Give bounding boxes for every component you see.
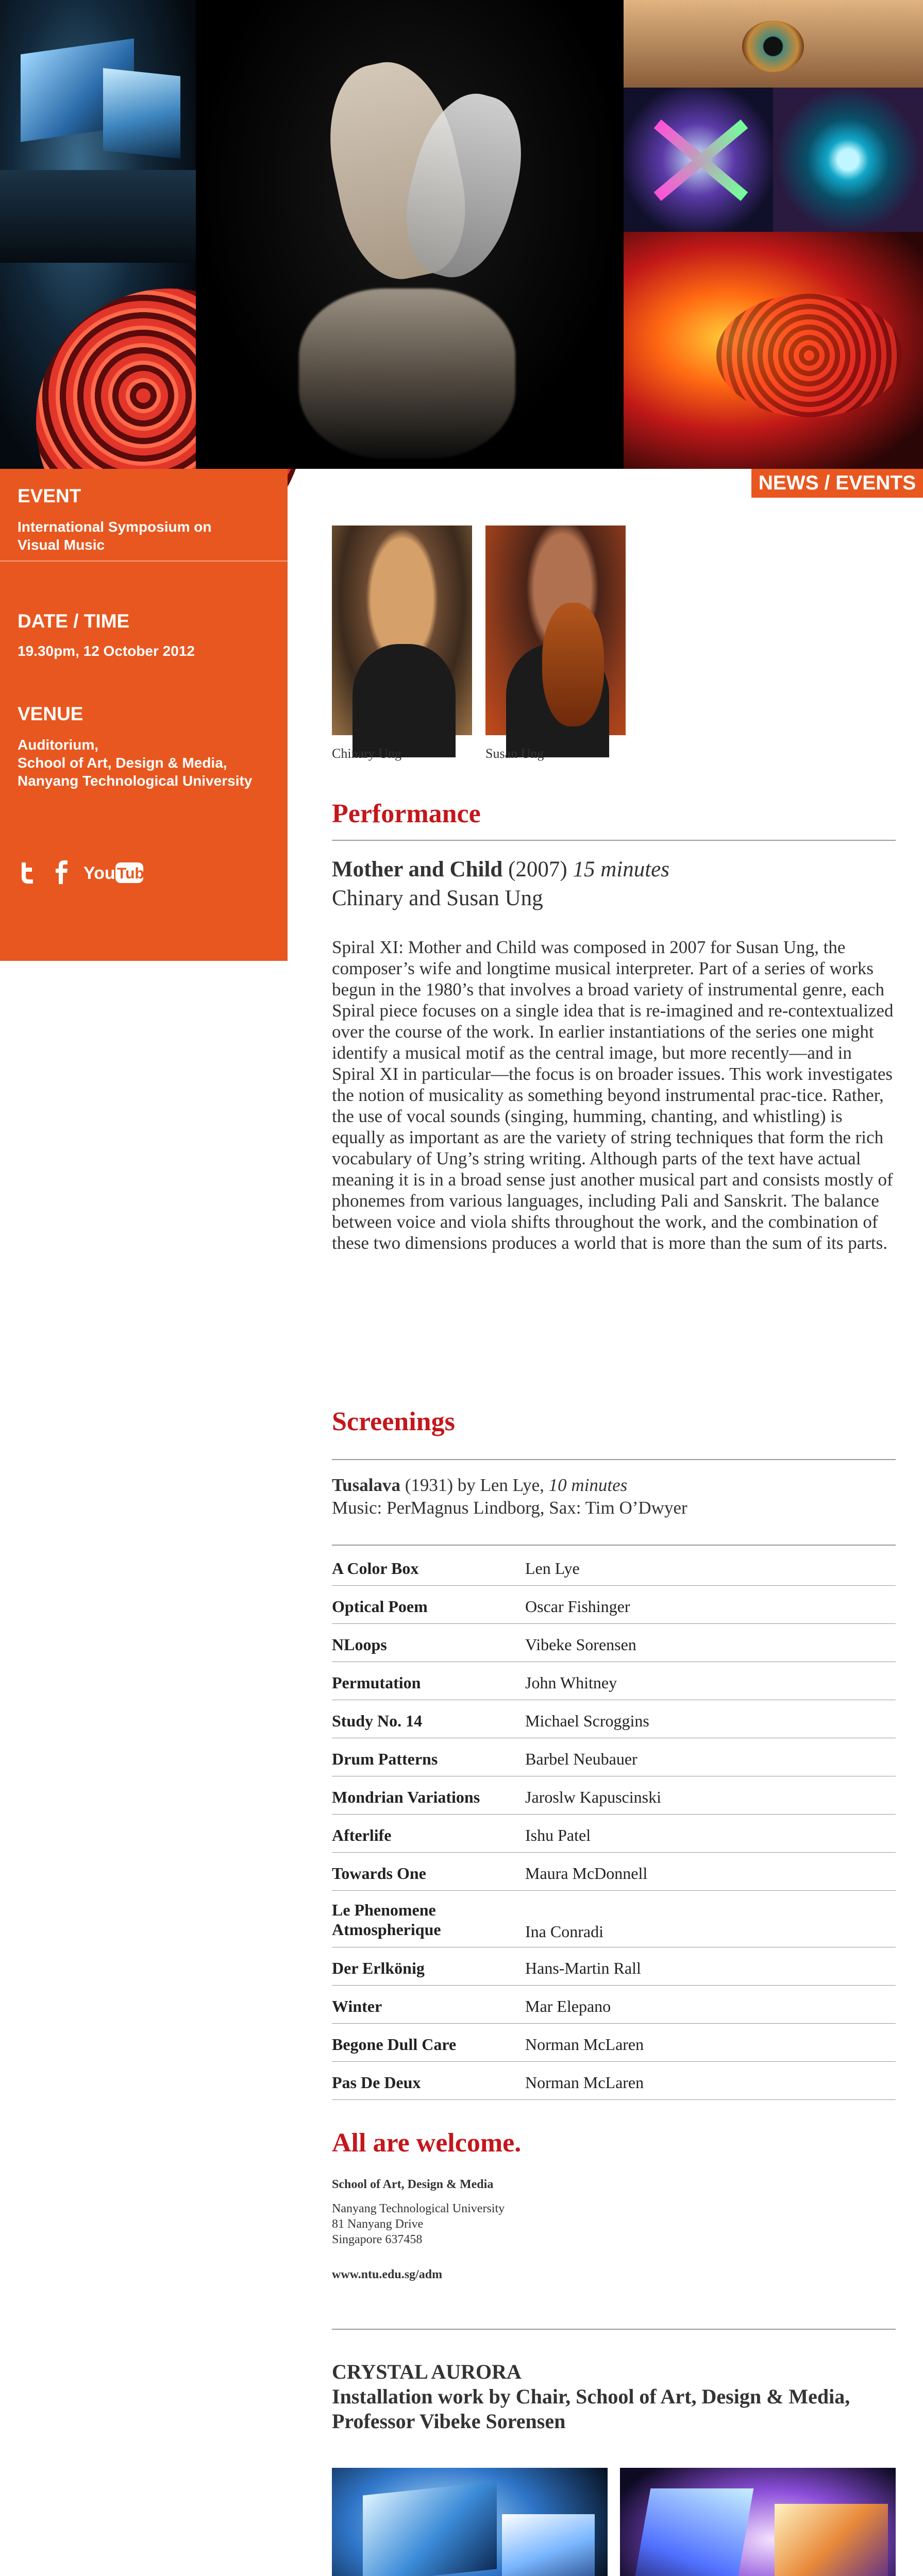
- work-duration: 15 minutes: [573, 857, 669, 882]
- welcome-heading: All are welcome.: [332, 2128, 522, 2158]
- datetime-heading: DATE / TIME: [18, 611, 130, 632]
- film-artist: Barbel Neubauer: [525, 1750, 637, 1768]
- twitter-icon[interactable]: [18, 859, 38, 885]
- table-row: [332, 1703, 896, 1738]
- film-title: Pas De Deux: [332, 2073, 421, 2092]
- performance-description: Spiral XI: Mother and Child was composed in 2007 for Susan Ung, the composer’s wife and longtime musical interpreter. Part of a series of works begun in the 1980’s that involves a broad variety of instrumental genre, each Spiral piece focuses on a single idea that is re-imagined and re-contextualized over the course of the work. In earlier instantiations of the series one might identify a musical motif as the central image, but more recently—and in Spiral XI in particular—the focus is on broader issues. This work investigates the notion of musicality as something beyond instrumental prac-tice. Rather, the use of vocal sounds (singing, humming, chanting, and whistling) is equally as important as are the variety of string techniques that form the rich vocabulary of Ung’s string writing. Although parts of the text have actual meaning it is in a broad sense just another musical part and consists mostly of phonemes from various languages, including Pali and Sanskrit. The balance between voice and viola shifts throughout the work, and the combination of these two dimensions produces a world that is more than the sum of its parts.: [332, 937, 894, 1253]
- table-row: [332, 1894, 896, 1947]
- section-divider: [332, 840, 896, 841]
- performers: Chinary and Susan Ung: [332, 886, 543, 910]
- susan-ung-photo: [485, 526, 626, 735]
- film-title: Afterlife: [332, 1826, 392, 1844]
- film-title: Drum Patterns: [332, 1750, 438, 1768]
- film-title: NLoops: [332, 1635, 387, 1654]
- venue-line: School of Art, Design & Media,: [18, 755, 227, 771]
- event-heading: EVENT: [18, 485, 81, 506]
- row-divider: [332, 2099, 896, 2100]
- film-artist: Michael Scroggins: [525, 1711, 649, 1730]
- table-row: [332, 1780, 896, 1815]
- film-artist: Ishu Patel: [525, 1826, 591, 1844]
- venue-heading: VENUE: [18, 703, 83, 724]
- film-title: Permutation: [332, 1673, 421, 1692]
- address-line: 81 Nanyang Drive: [332, 2217, 424, 2231]
- film-artist: Jaroslw Kapuscinski: [525, 1788, 661, 1806]
- row-divider: [332, 1623, 896, 1624]
- divider: [0, 561, 288, 562]
- venue-line: Auditorium,: [18, 737, 99, 753]
- table-row: [332, 1741, 896, 1776]
- banner-abstract-x-image: [624, 88, 773, 232]
- section-divider: [332, 1459, 896, 1460]
- table-row: [332, 1627, 896, 1662]
- facebook-icon[interactable]: [54, 859, 69, 885]
- film-artist: Vibeke Sorensen: [525, 1635, 636, 1654]
- film-title: Towards One: [332, 1864, 426, 1883]
- work-year: (2007): [508, 857, 567, 882]
- row-divider: [332, 2023, 896, 2024]
- film-artist: Hans-Martin Rall: [525, 1959, 641, 1977]
- work-title: Mother and Child: [332, 857, 503, 882]
- address-line: Nanyang Technological University: [332, 2202, 505, 2215]
- svg-text:You: You: [83, 863, 115, 883]
- venue-line: Nanyang Technological University: [18, 773, 253, 789]
- row-divider: [332, 1585, 896, 1586]
- table-row: [332, 1551, 896, 1586]
- feature-title: Tusalava: [332, 1475, 400, 1495]
- table-row: [332, 1951, 896, 1986]
- table-row: [332, 2027, 896, 2062]
- banner-dancers-photo: [196, 0, 624, 469]
- svg-text:Tube: Tube: [117, 865, 153, 882]
- banner-eye-photo: [624, 0, 923, 88]
- gallery-image: [620, 2468, 896, 2576]
- film-artist: Len Lye: [525, 1559, 580, 1578]
- performance-heading: Performance: [332, 799, 481, 828]
- feature-year: (1931) by Len Lye,: [405, 1475, 544, 1495]
- news-events-tab[interactable]: NEWS / EVENTS: [751, 469, 923, 498]
- website-link[interactable]: www.ntu.edu.sg/adm: [332, 2268, 443, 2281]
- work-title-line: [332, 856, 896, 883]
- address-line: Singapore 637458: [332, 2233, 423, 2246]
- datetime-value: 19.30pm, 12 October 2012: [18, 643, 195, 659]
- crystal-subtitle: Professor Vibeke Sorensen: [332, 2410, 566, 2433]
- section-divider: [332, 2329, 896, 2330]
- table-row: [332, 2065, 896, 2100]
- film-title: A Color Box: [332, 1559, 419, 1578]
- crystal-subtitle: Installation work by Chair, School of Art, Design & Media,: [332, 2385, 850, 2408]
- row-divider: [332, 1890, 896, 1891]
- film-artist: Oscar Fishinger: [525, 1597, 630, 1616]
- event-info-sidebar: [0, 469, 288, 961]
- banner-blue-eye-image: [773, 88, 923, 232]
- film-artist: Norman McLaren: [525, 2035, 644, 2054]
- film-artist: Maura McDonnell: [525, 1864, 648, 1883]
- banner-red-swirl-image: [624, 232, 923, 469]
- table-row: [332, 1856, 896, 1891]
- gallery-image: [332, 2468, 608, 2576]
- row-divider: [332, 1985, 896, 1986]
- row-divider: [332, 2061, 896, 2062]
- film-artist: Ina Conradi: [525, 1922, 603, 1941]
- film-title: Winter: [332, 1997, 382, 2015]
- feature-duration: 10 minutes: [548, 1475, 628, 1495]
- section-divider: [332, 1545, 896, 1546]
- row-divider: [332, 1852, 896, 1853]
- film-artist: Norman McLaren: [525, 2073, 644, 2092]
- film-title: Mondrian Variations: [332, 1788, 480, 1806]
- youtube-icon[interactable]: [82, 858, 153, 884]
- table-row: [332, 1818, 896, 1853]
- banner-installation-photo: [0, 0, 196, 469]
- feature-music: Music: PerMagnus Lindborg, Sax: Tim O’Dwyer: [332, 1498, 687, 1518]
- table-row: [332, 1989, 896, 2024]
- row-divider: [332, 1814, 896, 1815]
- film-artist: Mar Elepano: [525, 1997, 611, 2015]
- photo-caption: Chinary Ung: [332, 746, 402, 761]
- feature-screening: [332, 1475, 896, 1496]
- photo-caption: Susan Ung: [485, 746, 544, 761]
- film-title: Begone Dull Care: [332, 2035, 457, 2054]
- event-title: International Symposium on Visual Music: [18, 519, 212, 553]
- header-banner: [0, 0, 923, 469]
- film-title: Le Phenomene Atmospherique: [332, 1901, 441, 1939]
- table-row: [332, 1665, 896, 1700]
- school-name: School of Art, Design & Media: [332, 2178, 494, 2191]
- crystal-title: CRYSTAL AURORA: [332, 2360, 522, 2383]
- screenings-heading: Screenings: [332, 1407, 455, 1436]
- film-artist: John Whitney: [525, 1673, 617, 1692]
- film-title: Optical Poem: [332, 1597, 428, 1616]
- chinary-ung-photo: [332, 526, 472, 735]
- film-title: Study No. 14: [332, 1711, 423, 1730]
- table-row: [332, 1589, 896, 1624]
- film-title: Der Erlkönig: [332, 1959, 425, 1977]
